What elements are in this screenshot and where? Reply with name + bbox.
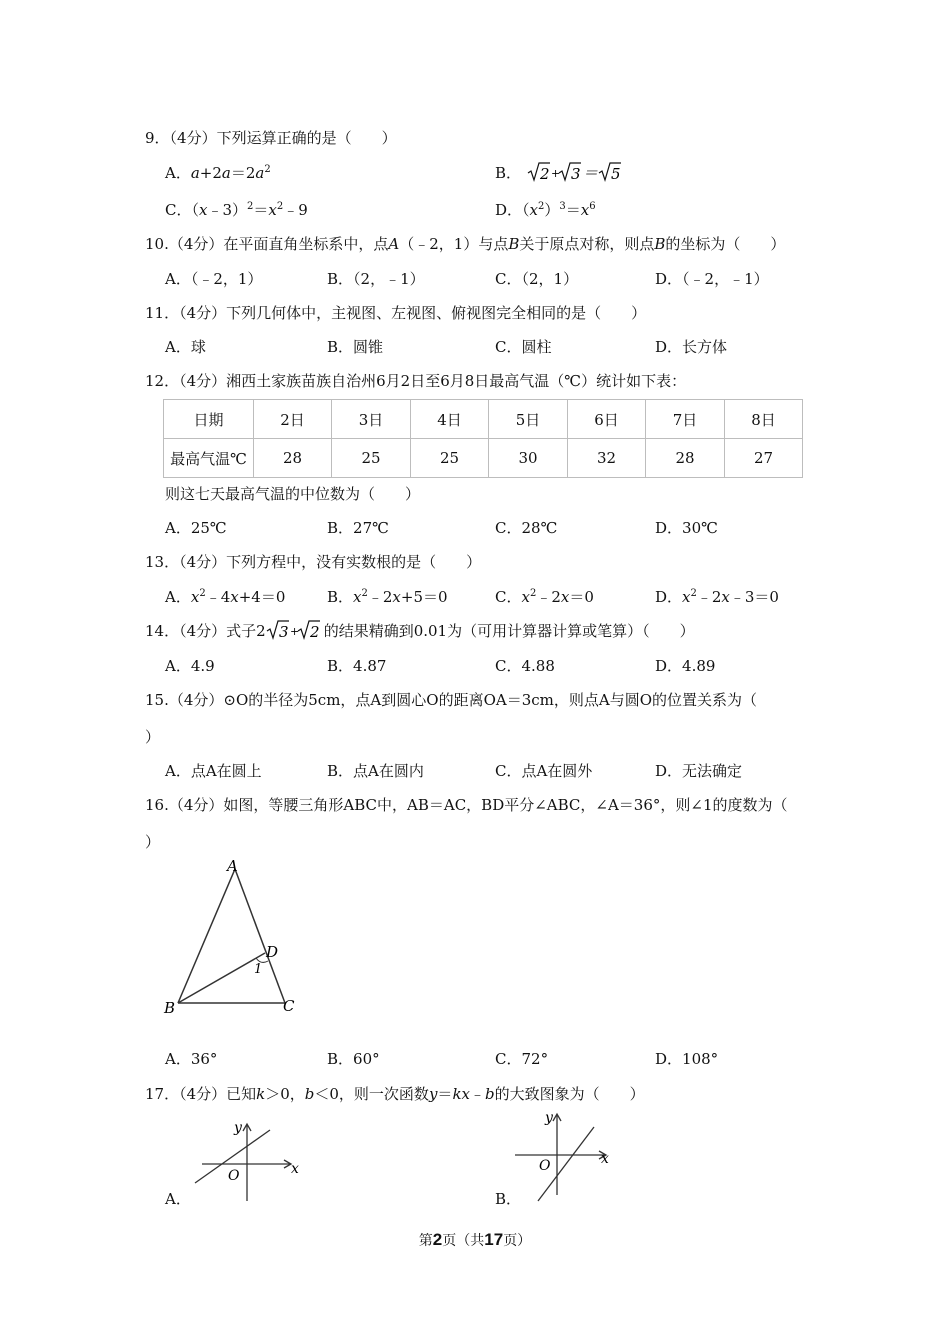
q15-stem: 15.（4分）⊙O的半径为5cm，点A到圆心O的距离OA＝3cm，则点A与圆O的位置关系为（ [145, 691, 757, 709]
option-label: D． [495, 201, 523, 219]
q14-stem [145, 618, 695, 642]
q13-option-c: C．$x^2﹣2x=0$ [495, 588, 594, 606]
q14-option-b: B．4.87 [327, 657, 387, 675]
svg-text:＝: ＝ [582, 164, 598, 182]
svg-text:2: 2 [309, 623, 320, 641]
table-row [164, 439, 803, 478]
q11-stem: 11．（4分）下列几何体中，主视图、左视图、俯视图完全相同的是（ ） [145, 304, 647, 322]
q10-stem [145, 233, 785, 254]
q11-option-c: C．圆柱 [495, 338, 552, 356]
vertex-a-label: A [227, 857, 238, 875]
page-footer [0, 1230, 950, 1250]
total-pages: 17 [484, 1230, 504, 1249]
page-number: 2 [432, 1230, 443, 1249]
option-label: B． [495, 164, 522, 182]
q9-option-d: D．$(x^2)^3=x^6$ [495, 201, 596, 219]
q14-option-c: C．4.88 [495, 657, 555, 675]
q14-option-a: A．4.9 [165, 657, 215, 675]
q12-option-b: B．27℃ [327, 519, 389, 537]
triangle-figure [160, 855, 310, 1020]
table-cell: 4日 [411, 400, 489, 439]
stem-text: 14．（4分）式子2 [145, 622, 266, 640]
x-axis-label: x [291, 1161, 299, 1177]
origin-label: O [228, 1168, 240, 1184]
footer-text: 页） [503, 1233, 532, 1249]
q10-option-d: D．（﹣2，﹣1） [655, 270, 769, 288]
stem-text: 10.（4分）在平面直角坐标系中，点 [145, 235, 389, 253]
table-cell: 25 [411, 439, 489, 478]
q11-option-b: B．圆锥 [327, 338, 384, 356]
stem-text: （﹣2，1）与点 [399, 235, 509, 253]
q12-option-a: A．25℃ [165, 519, 227, 537]
q15-option-a: A．点A在圆上 [165, 762, 262, 780]
svg-text:5: 5 [610, 165, 621, 183]
q9-option-b [495, 160, 636, 184]
q16-stem: 16.（4分）如图，等腰三角形ABC中，AB＝AC，BD平分∠ABC，∠A＝36°，则∠1的度数为（ [145, 796, 788, 814]
q15-stem-cont: ） [145, 728, 161, 746]
option-label: C． [165, 201, 192, 219]
table-cell: 27 [725, 439, 803, 478]
table-cell: 28 [646, 439, 725, 478]
q14-option-d: D．4.89 [655, 657, 716, 675]
svg-text:3: 3 [278, 623, 289, 641]
x-axis-label: x [601, 1151, 609, 1167]
table-cell: 7日 [646, 400, 725, 439]
q17-graph-b [510, 1105, 625, 1205]
q15-option-b: B．点A在圆内 [327, 762, 424, 780]
q17-graph-a [190, 1115, 305, 1205]
svg-text:+: + [289, 625, 299, 638]
q17-option-b-label: B． [495, 1190, 522, 1208]
q10-option-b: B．（2，﹣1） [327, 270, 425, 288]
table-cell: 最高气温℃ [164, 439, 254, 478]
q16-option-b: B．60° [327, 1050, 380, 1068]
q12-stem: 12．（4分）湘西土家族苗族自治州6月2日至6月8日最高气温（℃）统计如下表： [145, 372, 687, 390]
q16-option-d: D．108° [655, 1050, 719, 1068]
q15-option-d: D．无法确定 [655, 762, 743, 780]
table-cell: 2日 [254, 400, 332, 439]
q11-option-d: D．长方体 [655, 338, 728, 356]
svg-text:2: 2 [539, 165, 550, 183]
table-cell: 32 [568, 439, 646, 478]
svg-text:+: + [550, 167, 561, 180]
q16-stem-cont: ） [145, 833, 161, 851]
sqrt-expression [266, 618, 324, 642]
table-cell: 25 [332, 439, 411, 478]
footer-text: 页（共 [442, 1233, 485, 1249]
temperature-table [163, 399, 803, 478]
q13-stem: 13．（4分）下列方程中，没有实数根的是（ ） [145, 553, 482, 571]
q13-option-d: D．$x^2﹣2x﹣3=0$ [655, 588, 779, 606]
angle-1-label: 1 [254, 962, 263, 977]
vertex-c-label: C [283, 997, 295, 1015]
y-axis-label: y [234, 1120, 242, 1136]
q15-option-c: C．点A在圆外 [495, 762, 593, 780]
q11-option-a: A．球 [165, 338, 206, 356]
stem-text: 关于原点对称，则点 [519, 235, 655, 253]
stem-text: 的结果精确到0.01为（可用计算器计算或笔算）（ ） [323, 622, 695, 640]
table-cell: 30 [489, 439, 568, 478]
q17-option-a-label: A． [165, 1190, 191, 1208]
table-cell: 日期 [164, 400, 254, 439]
option-label: A． [165, 164, 191, 182]
q12-follow: 则这七天最高气温的中位数为（ ） [165, 485, 421, 503]
q9-stem: 9．（4分）下列运算正确的是（ ） [145, 129, 397, 147]
q12-option-c: C．28℃ [495, 519, 558, 537]
footer-text: 第 [418, 1233, 433, 1249]
table-cell: 8日 [725, 400, 803, 439]
y-axis-label: y [545, 1110, 553, 1126]
q16-option-a: A．36° [165, 1050, 218, 1068]
point-a: A [388, 235, 400, 253]
table-cell: 6日 [568, 400, 646, 439]
origin-label: O [539, 1158, 551, 1174]
table-row [164, 400, 803, 439]
table-cell: 3日 [332, 400, 411, 439]
q12-option-d: D．30℃ [655, 519, 718, 537]
q10-option-c: C．（2，1） [495, 270, 579, 288]
q13-option-b: B．$x^2﹣2x+5=0$ [327, 588, 448, 606]
point-b: B [654, 235, 666, 253]
point-b: B [508, 235, 520, 253]
table-cell: 28 [254, 439, 332, 478]
q9-option-c: C．$(x﹣3)^2=x^2﹣9$ [165, 201, 308, 219]
q17-stem: 17．（4分）已知k＞0，b＜0，则一次函数y＝kx﹣b的大致图象为（ ） [145, 1085, 645, 1103]
table-cell: 5日 [489, 400, 568, 439]
sqrt-expression [526, 160, 636, 184]
vertex-d-label: D [266, 943, 279, 961]
q9-option-a: A．$a+2a=2a^2$ [165, 164, 271, 182]
q16-option-c: C．72° [495, 1050, 549, 1068]
stem-text: 的坐标为（ ） [665, 235, 786, 253]
svg-text:3: 3 [570, 165, 581, 183]
vertex-b-label: B [164, 999, 176, 1017]
q10-option-a: A．（﹣2，1） [165, 270, 263, 288]
q13-option-a: A．$x^2﹣4x+4=0$ [165, 588, 286, 606]
